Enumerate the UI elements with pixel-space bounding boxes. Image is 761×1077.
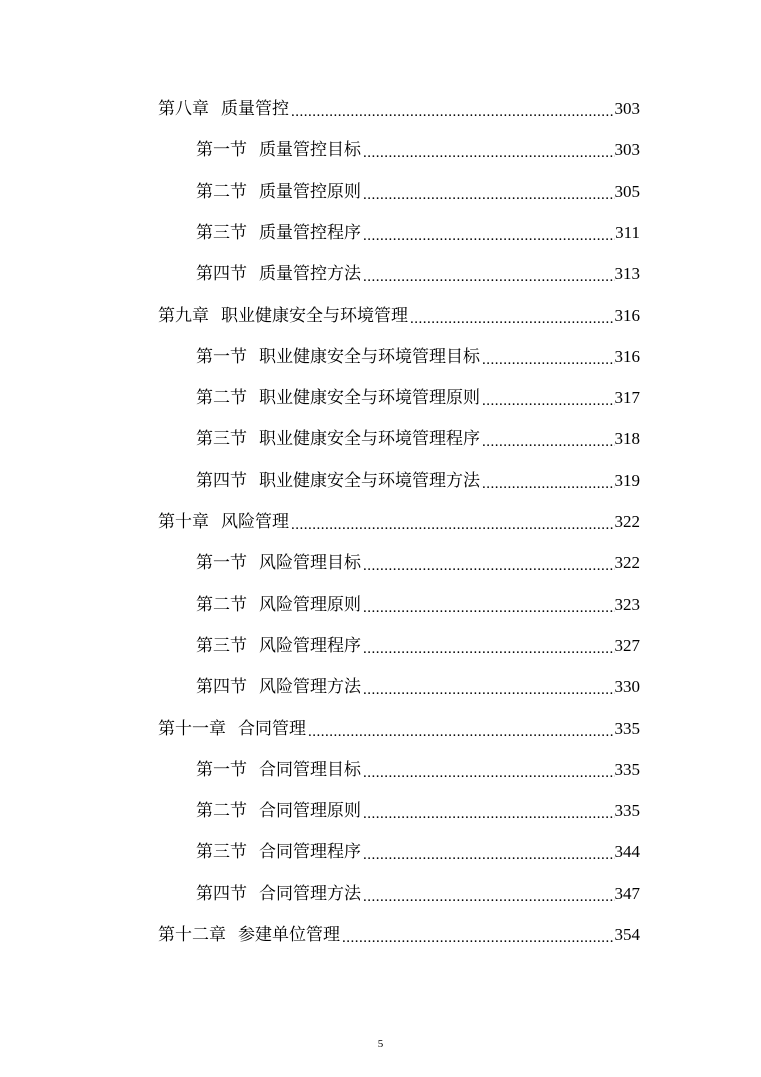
toc-entry-title: 参建单位管理 xyxy=(238,925,340,945)
toc-entry-label: 第二节 xyxy=(196,801,247,822)
toc-entry-page: 319 xyxy=(614,470,640,490)
toc-entry-page: 317 xyxy=(614,388,640,408)
toc-entry-page: 322 xyxy=(614,512,640,531)
toc-entry-page: 354 xyxy=(614,925,640,944)
toc-entry-title: 风险管理程序 xyxy=(259,635,361,656)
toc-entry-title: 职业健康安全与环境管理原则 xyxy=(259,388,480,409)
dot-leader xyxy=(361,588,615,628)
dot-leader xyxy=(361,257,615,297)
toc-section-entry[interactable] xyxy=(196,378,640,418)
dot-leader xyxy=(361,216,615,256)
toc-entry-page: 323 xyxy=(614,594,640,614)
dot-leader xyxy=(361,794,615,834)
toc-entry-title: 风险管理 xyxy=(221,512,289,532)
toc-entry-page: 335 xyxy=(614,759,640,779)
toc-entry-page: 316 xyxy=(614,346,640,366)
toc-entry-title: 职业健康安全与环境管理目标 xyxy=(259,346,480,367)
dot-leader xyxy=(340,918,615,958)
toc-entry-label: 第八章 xyxy=(158,99,209,119)
toc-entry-title: 合同管理目标 xyxy=(259,759,361,780)
dot-leader xyxy=(361,835,615,875)
toc-entry-label: 第一节 xyxy=(196,759,247,780)
toc-entry-title: 合同管理程序 xyxy=(259,842,361,863)
toc-entry-page: 318 xyxy=(614,429,640,449)
toc-entry-page: 330 xyxy=(614,677,640,697)
toc-entry-label: 第三节 xyxy=(196,635,247,656)
toc-section-entry[interactable] xyxy=(196,130,640,170)
toc-section-entry[interactable] xyxy=(196,461,640,501)
toc-chapter-entry[interactable] xyxy=(158,89,640,129)
toc-entry-label: 第四节 xyxy=(196,677,247,698)
dot-leader xyxy=(480,381,615,421)
toc-entry-label: 第四节 xyxy=(196,264,247,285)
toc-entry-label: 第九章 xyxy=(158,305,209,326)
toc-section-entry[interactable] xyxy=(196,543,640,583)
toc-entry-page: 344 xyxy=(614,842,640,862)
toc-entry-page: 335 xyxy=(614,801,640,821)
toc-entry-label: 第三节 xyxy=(196,222,247,243)
dot-leader xyxy=(289,505,615,545)
toc-entry-page: 316 xyxy=(614,305,640,325)
toc-entry-title: 职业健康安全与环境管理方法 xyxy=(259,470,480,491)
dot-leader xyxy=(361,175,615,215)
toc-entry-title: 质量管控目标 xyxy=(259,140,361,161)
toc-entry-title: 职业健康安全与环境管理程序 xyxy=(259,429,480,450)
dot-leader xyxy=(289,92,615,132)
toc-entry-title: 合同管理原则 xyxy=(259,801,361,822)
toc-section-entry[interactable] xyxy=(196,585,640,625)
toc-chapter-entry[interactable] xyxy=(158,502,640,542)
toc-entry-label: 第十章 xyxy=(158,512,209,532)
toc-section-entry[interactable] xyxy=(196,213,640,253)
toc-entry-label: 第一节 xyxy=(196,346,247,367)
toc-entry-title: 质量管控程序 xyxy=(259,222,361,243)
toc-entry-label: 第一节 xyxy=(196,553,247,574)
toc-entry-label: 第一节 xyxy=(196,140,247,161)
toc-entry-page: 313 xyxy=(614,264,640,284)
toc-entry-title: 职业健康安全与环境管理 xyxy=(221,305,408,326)
dot-leader xyxy=(480,340,615,380)
toc-entry-page: 327 xyxy=(614,635,640,655)
toc-chapter-entry[interactable] xyxy=(158,915,640,955)
toc-entry-title: 质量管控方法 xyxy=(259,264,361,285)
toc-entry-label: 第二节 xyxy=(196,181,247,202)
toc-entry-title: 质量管控 xyxy=(221,99,289,119)
toc-entry-title: 合同管理 xyxy=(238,718,306,739)
toc-section-entry[interactable] xyxy=(196,750,640,790)
toc-entry-label: 第四节 xyxy=(196,470,247,491)
dot-leader xyxy=(361,877,615,917)
dot-leader xyxy=(361,670,615,710)
toc-chapter-entry[interactable] xyxy=(158,709,640,749)
dot-leader xyxy=(361,629,615,669)
toc-entry-page: 335 xyxy=(614,718,640,738)
toc-entry-label: 第三节 xyxy=(196,842,247,863)
toc-entry-page: 311 xyxy=(615,222,640,242)
toc-section-entry[interactable] xyxy=(196,832,640,872)
toc-entry-title: 质量管控原则 xyxy=(259,181,361,202)
toc-entry-page: 303 xyxy=(614,99,640,118)
toc-entry-label: 第三节 xyxy=(196,429,247,450)
toc-section-entry[interactable] xyxy=(196,254,640,294)
toc-entry-label: 第二节 xyxy=(196,594,247,615)
toc-entry-title: 风险管理原则 xyxy=(259,594,361,615)
toc-section-entry[interactable] xyxy=(196,337,640,377)
toc-entry-page: 322 xyxy=(614,553,640,573)
toc-entry-label: 第十二章 xyxy=(158,925,226,945)
toc-entry-page: 303 xyxy=(614,140,640,160)
toc-section-entry[interactable] xyxy=(196,667,640,707)
dot-leader xyxy=(361,753,615,793)
toc-entry-label: 第二节 xyxy=(196,388,247,409)
toc-entry-title: 风险管理目标 xyxy=(259,553,361,574)
dot-leader xyxy=(306,712,615,752)
toc-chapter-entry[interactable] xyxy=(158,296,640,336)
toc-section-entry[interactable] xyxy=(196,791,640,831)
toc-entry-page: 347 xyxy=(614,883,640,903)
toc-section-entry[interactable] xyxy=(196,419,640,459)
toc-entry-label: 第四节 xyxy=(196,883,247,904)
toc-entry-title: 合同管理方法 xyxy=(259,883,361,904)
toc-section-entry[interactable] xyxy=(196,874,640,914)
toc-section-entry[interactable] xyxy=(196,626,640,666)
toc-entry-page: 305 xyxy=(614,181,640,201)
dot-leader xyxy=(480,422,615,462)
dot-leader xyxy=(408,299,615,339)
dot-leader xyxy=(361,546,615,586)
toc-section-entry[interactable] xyxy=(196,172,640,212)
toc-entry-label: 第十一章 xyxy=(158,718,226,739)
dot-leader xyxy=(361,133,615,173)
dot-leader xyxy=(480,464,615,504)
toc-entry-title: 风险管理方法 xyxy=(259,677,361,698)
page-number: 5 xyxy=(377,1038,384,1050)
